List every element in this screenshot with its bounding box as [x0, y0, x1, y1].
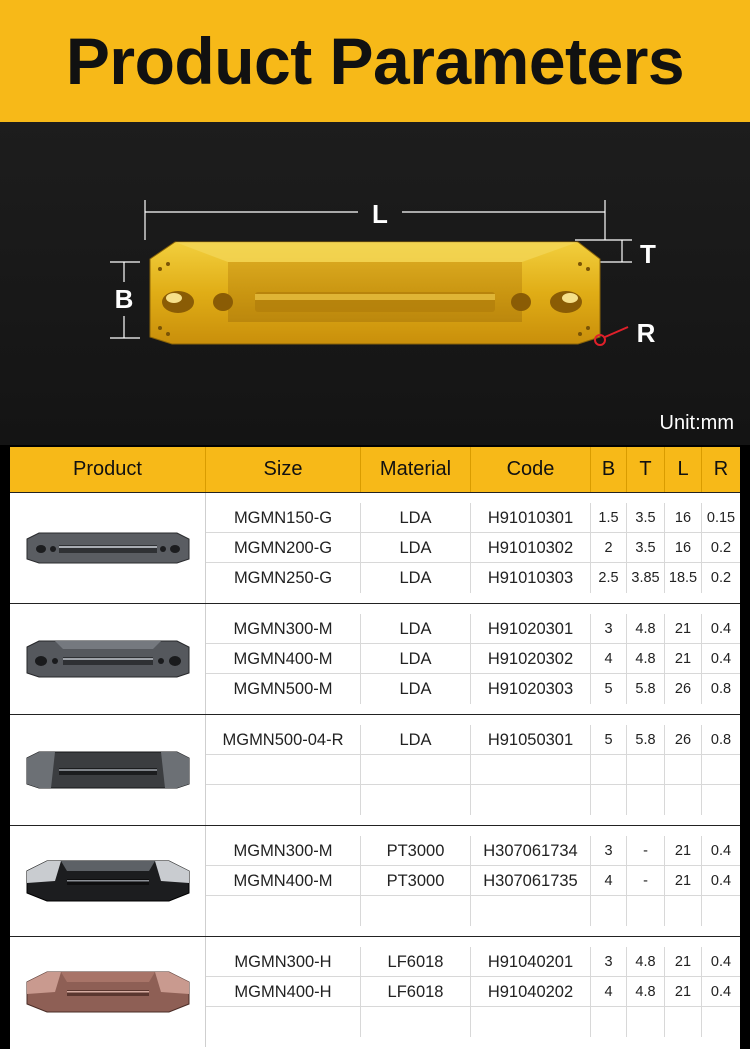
- cell-code: H91040201: [471, 947, 591, 977]
- dim-label-l: L: [372, 199, 388, 229]
- cell-b: 5: [591, 674, 627, 704]
- cell-l: 21: [665, 614, 702, 644]
- insert-black-silver-image: [25, 859, 191, 903]
- cell-b: 2: [591, 533, 627, 563]
- cell-l: 21: [665, 866, 702, 896]
- cell-t: -: [627, 836, 665, 866]
- product-group: [10, 603, 740, 713]
- cell-b: [591, 896, 627, 926]
- cell-size: MGMN150-G: [206, 503, 361, 533]
- cell-r: 0.8: [710, 732, 732, 748]
- cell-r: 0.4: [710, 873, 732, 889]
- cell-t: [627, 755, 665, 785]
- cell-r: 0.4: [710, 954, 732, 970]
- cell-code: H307061734: [471, 836, 591, 866]
- cell-size: [206, 1007, 361, 1037]
- cell-b: 1.5: [591, 503, 627, 533]
- cell-code: H91020302: [471, 644, 591, 674]
- cell-l: 18.5: [665, 563, 702, 593]
- cell-code: H91010302: [471, 533, 591, 563]
- cell-size: MGMN300-H: [206, 947, 361, 977]
- cell-size: MGMN200-G: [206, 533, 361, 563]
- cell-size: MGMN400-M: [206, 866, 361, 896]
- cell-l: [665, 1007, 702, 1037]
- cell-b: 4: [591, 977, 627, 1007]
- cell-size: MGMN300-M: [206, 614, 361, 644]
- cell-r: 0.2: [710, 570, 732, 586]
- cell-code: H91050301: [471, 725, 591, 755]
- cell-b: 4: [591, 866, 627, 896]
- col-product: Product: [10, 447, 206, 492]
- cell-material: [361, 1007, 471, 1037]
- cell-material: LDA: [361, 674, 471, 704]
- cell-code: [471, 896, 591, 926]
- dim-label-b: B: [114, 284, 134, 314]
- product-image-cell: [10, 826, 206, 936]
- table-row: [206, 866, 740, 896]
- cell-t: 4.8: [627, 614, 665, 644]
- table-row: [206, 674, 740, 704]
- cell-r: 0.4: [710, 843, 732, 859]
- cell-code: H91040202: [471, 977, 591, 1007]
- cell-l: 16: [665, 533, 702, 563]
- cell-b: 3: [591, 836, 627, 866]
- table-row: [206, 977, 740, 1007]
- product-image-cell: [10, 937, 206, 1047]
- cell-t: 5.8: [627, 674, 665, 704]
- table-row: [206, 896, 740, 926]
- cell-material: PT3000: [361, 866, 471, 896]
- unit-label: Unit:mm: [659, 412, 734, 434]
- cell-code: [471, 755, 591, 785]
- cell-code: H91020303: [471, 674, 591, 704]
- insert-dark-slim-image: [25, 531, 191, 565]
- cell-t: [627, 896, 665, 926]
- col-b: B: [591, 447, 627, 492]
- cell-material: [361, 755, 471, 785]
- cell-material: LDA: [361, 725, 471, 755]
- table-row: [206, 503, 740, 533]
- cell-l: 26: [665, 725, 702, 755]
- insert-black-image: [25, 750, 191, 790]
- cell-code: H91020301: [471, 614, 591, 644]
- cell-b: [591, 785, 627, 815]
- cell-size: [206, 755, 361, 785]
- cell-b: [591, 1007, 627, 1037]
- cell-l: [665, 755, 702, 785]
- cell-size: MGMN500-04-R: [206, 725, 361, 755]
- table-row: [206, 563, 740, 593]
- cell-material: PT3000: [361, 836, 471, 866]
- table-header: [10, 447, 740, 492]
- cell-code: H91010301: [471, 503, 591, 533]
- cell-b: 4: [591, 644, 627, 674]
- table-row: [206, 644, 740, 674]
- page-title: Product Parameters: [65, 24, 685, 98]
- cell-code: H91010303: [471, 563, 591, 593]
- cell-b: 2.5: [591, 563, 627, 593]
- table-row: [206, 614, 740, 644]
- cell-material: LDA: [361, 503, 471, 533]
- cell-l: 21: [665, 644, 702, 674]
- cell-material: LDA: [361, 644, 471, 674]
- table-row: [206, 836, 740, 866]
- col-material: Material: [361, 447, 471, 492]
- cell-l: 21: [665, 836, 702, 866]
- cell-r: 0.15: [706, 510, 736, 526]
- cell-r: 0.2: [710, 540, 732, 556]
- cell-material: LDA: [361, 533, 471, 563]
- product-image-cell: [10, 604, 206, 714]
- cell-material: [361, 896, 471, 926]
- cell-t: 5.8: [627, 725, 665, 755]
- cell-r: 0.4: [710, 984, 732, 1000]
- cell-size: [206, 896, 361, 926]
- cell-size: MGMN400-H: [206, 977, 361, 1007]
- cell-t: 3.85: [627, 563, 665, 593]
- cell-r: [702, 896, 740, 926]
- insert-dark-wide-image: [25, 639, 191, 679]
- cell-r: 0.8: [710, 681, 732, 697]
- product-group: [10, 825, 740, 935]
- insert-diagram: [0, 122, 750, 445]
- cell-t: [627, 785, 665, 815]
- cell-size: MGMN400-M: [206, 644, 361, 674]
- dim-label-t: T: [640, 239, 656, 269]
- cell-b: 3: [591, 614, 627, 644]
- table-row: [206, 947, 740, 977]
- cell-material: [361, 785, 471, 815]
- product-group: [10, 492, 740, 602]
- cell-l: [665, 785, 702, 815]
- col-t: T: [627, 447, 665, 492]
- table-row: [206, 785, 740, 815]
- cell-r: [702, 755, 740, 785]
- cell-r: 0.4: [710, 651, 732, 667]
- col-code: Code: [471, 447, 591, 492]
- cell-t: 3.5: [627, 503, 665, 533]
- cell-b: 5: [591, 725, 627, 755]
- col-size: Size: [206, 447, 361, 492]
- product-group: [10, 714, 740, 824]
- cell-code: H307061735: [471, 866, 591, 896]
- insert-dimension-drawing: [0, 122, 750, 445]
- cell-l: 26: [665, 674, 702, 704]
- cell-l: 21: [665, 977, 702, 1007]
- cell-b: 3: [591, 947, 627, 977]
- cell-t: 3.5: [627, 533, 665, 563]
- cell-size: MGMN300-M: [206, 836, 361, 866]
- cell-material: LDA: [361, 614, 471, 644]
- cell-l: 16: [665, 503, 702, 533]
- cell-t: 4.8: [627, 977, 665, 1007]
- cell-t: -: [627, 866, 665, 896]
- cell-b: [591, 755, 627, 785]
- cell-t: [627, 1007, 665, 1037]
- product-image-cell: [10, 715, 206, 825]
- cell-t: 4.8: [627, 947, 665, 977]
- cell-t: 4.8: [627, 644, 665, 674]
- cell-l: [665, 896, 702, 926]
- col-r: R: [713, 458, 729, 480]
- table-row: [206, 755, 740, 785]
- cell-r: [702, 785, 740, 815]
- table-row: [206, 1007, 740, 1037]
- product-group: [10, 936, 740, 1046]
- cell-material: LF6018: [361, 947, 471, 977]
- cell-code: [471, 785, 591, 815]
- cell-size: [206, 785, 361, 815]
- cell-size: MGMN250-G: [206, 563, 361, 593]
- insert-bronze-image: [25, 970, 191, 1014]
- cell-r: 0.4: [710, 621, 732, 637]
- cell-code: [471, 1007, 591, 1037]
- cell-material: LF6018: [361, 977, 471, 1007]
- cell-l: 21: [665, 947, 702, 977]
- table-row: [206, 533, 740, 563]
- cell-r: [702, 1007, 740, 1037]
- parameter-table: [10, 447, 740, 1049]
- col-l: L: [665, 447, 702, 492]
- product-image-cell: [10, 493, 206, 603]
- dim-label-r: R: [636, 318, 656, 348]
- cell-size: MGMN500-M: [206, 674, 361, 704]
- table-row: [206, 725, 740, 755]
- title-banner: [0, 0, 750, 122]
- cell-material: LDA: [361, 563, 471, 593]
